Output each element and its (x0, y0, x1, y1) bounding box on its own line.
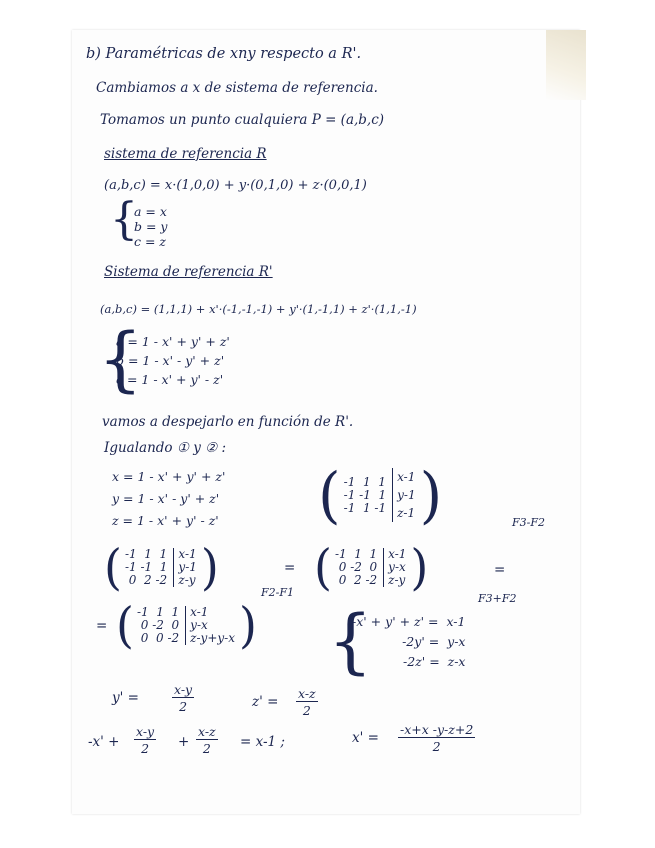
line-take-point: Tomamos un punto cualquiera P = (a,b,c) (100, 112, 385, 128)
last-fraction-2: $\frac{x-z}{2}$ (198, 724, 216, 756)
equals-3: = (96, 618, 108, 634)
system-xyz: x = 1 - x' + y' + z' y = 1 - x' - y' + z' z = 1 - x' + y' - z' (112, 469, 226, 528)
heading-b: b) Paramétricas de xny respecto a R'. (86, 46, 362, 62)
last-plus: + (178, 734, 190, 750)
equals-2: = (494, 562, 506, 578)
yprime-fraction: $\frac{x-y}{2}$ (174, 682, 193, 714)
heading-system-r: sistema de referencia R (104, 146, 267, 162)
zprime-lhs: z' = (252, 694, 279, 710)
matrix-4: ( -1 1 1 0 -2 0 0 0 -2 x-1 y-x z-y+y-x ) (116, 596, 257, 654)
line-solve: vamos a despejarlo en función de R'. (102, 414, 354, 430)
xprime-lhs: x' = (352, 730, 379, 746)
system-r-prime: a = 1 - x' + y' + z' b = 1 - x' - y' + z' c = 1 - x' + y' - z' (116, 334, 230, 387)
yprime-lhs: y' = (112, 690, 139, 706)
last-rest: = x-1 ; (240, 734, 285, 750)
brace-final: { (328, 600, 373, 682)
last-xprime-term: -x' + (88, 734, 120, 750)
xprime-fraction: $\frac{-x+x -y-z+2}{2}$ (400, 722, 474, 754)
op-f3-f2b: F3+F2 (478, 592, 517, 605)
equation-r-prime: (a,b,c) = (1,1,1) + x'·(-1,-1,-1) + y'·(1,-1,1) + z'·(1,1,-1) (100, 302, 417, 316)
op-f2-f1: F2-F1 (261, 586, 294, 599)
matrix-1: ( -1 1 1 -1 -1 1 -1 1 -1 x-1 y-1 z-1 ) (318, 459, 443, 531)
equation-r: (a,b,c) = x·(1,0,0) + y·(0,1,0) + z·(0,0,1) (104, 178, 367, 193)
op-f3-f2: F3-F2 (512, 516, 545, 529)
system-r: a = x b = y c = z (134, 204, 168, 249)
heading-system-r-prime: Sistema de referencia R' (104, 264, 273, 280)
system-final: -x' + y' + z' = x-1 -2y' = y-x -2z' = z-x (352, 614, 466, 669)
line-change-system: Cambiamos a x de sistema de referencia. (96, 80, 378, 96)
zprime-fraction: $\frac{x-z}{2}$ (298, 686, 316, 718)
matrix-2: ( -1 1 1 -1 -1 1 0 2 -2 x-1 y-1 z-y ) (104, 538, 219, 596)
equals-1: = (284, 560, 296, 576)
line-equate: Igualando ① y ② : (104, 440, 227, 456)
page-corner-fold (546, 30, 586, 100)
brace-r-prime: { (98, 318, 143, 400)
last-fraction-1: $\frac{x-y}{2}$ (136, 724, 155, 756)
matrix-3: ( -1 1 1 0 -2 0 0 2 -2 x-1 y-x z-y ) (314, 538, 429, 596)
brace-r: { (110, 194, 138, 245)
